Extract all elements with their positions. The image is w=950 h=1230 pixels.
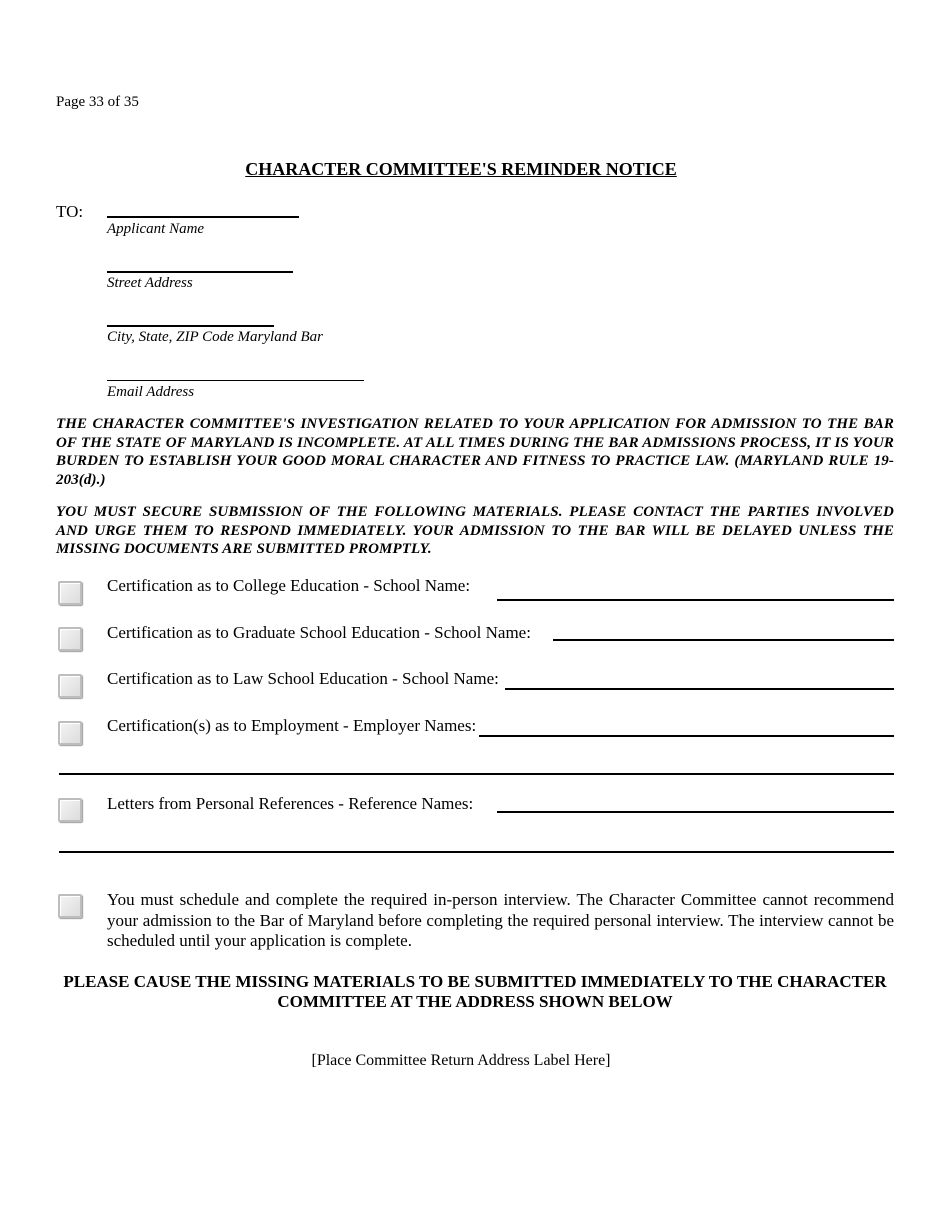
email-address-caption: Email Address [107, 384, 195, 400]
street-address-field[interactable] [107, 271, 293, 273]
employment-label: Certification(s) as to Employment - Employer Names: [107, 716, 477, 735]
reference-names-field-continuation[interactable] [59, 851, 894, 853]
applicant-name-field[interactable] [107, 216, 299, 218]
references-checkbox[interactable] [58, 798, 82, 822]
interview-text: You must schedule and complete the required in-person interview. The Character Committee cannot recommend your admission to the Bar of Maryland before completing the required personal interview. The interview cannot be scheduled until your application is complete. [107, 890, 894, 950]
city-state-zip-caption: City, State, ZIP Code Maryland Bar [107, 329, 323, 345]
submission-instruction: PLEASE CAUSE THE MISSING MATERIALS TO BE SUBMITTED IMMEDIATELY TO THE CHARACTER COMMITTEE AT THE ADDRESS SHOWN BELOW [63, 972, 887, 1011]
must-secure-paragraph: YOU MUST SECURE SUBMISSION OF THE FOLLOWING MATERIALS. PLEASE CONTACT THE PARTIES INVOLVED AND URGE THEM TO RESPOND IMMEDIATELY. YOUR ADMISSION TO THE BAR WILL BE DELAYED UNLESS THE MISSING DOCUMENTS ARE SUBMITTED PROMPTLY. [56, 504, 894, 557]
graduate-checkbox[interactable] [58, 627, 82, 651]
employment-checkbox[interactable] [58, 721, 82, 745]
references-label: Letters from Personal References - Reference Names: [107, 794, 474, 813]
interview-checkbox[interactable] [58, 894, 82, 918]
street-address-caption: Street Address [107, 275, 193, 291]
employer-names-field-continuation[interactable] [59, 773, 894, 775]
applicant-name-caption: Applicant Name [107, 221, 205, 237]
college-label: Certification as to College Education - School Name: [107, 576, 471, 595]
college-checkbox[interactable] [58, 581, 82, 605]
to-label: TO: [56, 202, 84, 221]
law-school-name-field[interactable] [505, 688, 894, 690]
email-address-field[interactable] [107, 380, 364, 381]
return-address-placeholder: [Place Committee Return Address Label Here] [311, 1052, 611, 1069]
employer-names-field[interactable] [479, 735, 894, 737]
college-school-name-field[interactable] [497, 599, 894, 601]
page-number: Page 33 of 35 [56, 94, 139, 110]
investigation-paragraph: THE CHARACTER COMMITTEE'S INVESTIGATION RELATED TO YOUR APPLICATION FOR ADMISSION TO THE BAR OF THE STATE OF MARYLAND IS INCOMPLETE. AT ALL TIMES DURING THE BAR ADMISSIONS PROCESS, IT IS YOUR BURDEN TO ESTABLISH YOUR GOOD MORAL CHARACTER AND FITNESS TO PRACTICE LAW. (MARYLAND RULE 19-203(d).) [56, 416, 894, 488]
law-school-label: Certification as to Law School Education - School Name: [107, 669, 499, 688]
page-title: CHARACTER COMMITTEE'S REMINDER NOTICE [245, 159, 677, 179]
reference-names-field[interactable] [497, 811, 894, 813]
law-school-checkbox[interactable] [58, 674, 82, 698]
city-state-zip-field[interactable] [107, 325, 274, 327]
graduate-school-name-field[interactable] [553, 639, 894, 641]
graduate-label: Certification as to Graduate School Education - School Name: [107, 623, 531, 642]
